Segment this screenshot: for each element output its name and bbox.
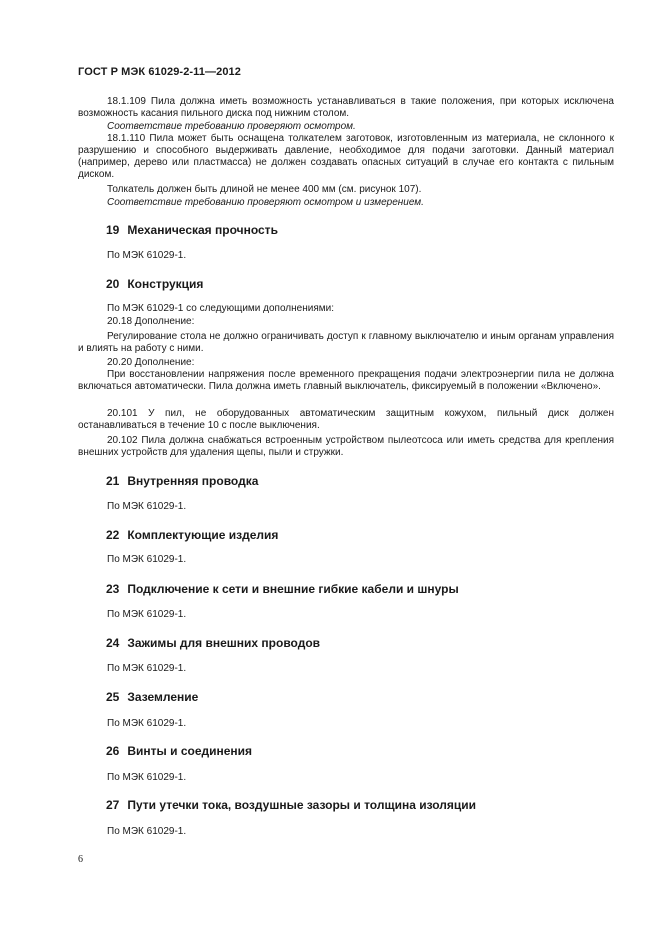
section-title: Заземление xyxy=(127,690,199,704)
section-heading-26 xyxy=(106,744,252,758)
clause-20-18-text: Регулирование стола не должно ограничивать доступ к главному выключателю и иным органам управления и влиять на работу с ними. xyxy=(78,331,614,354)
section-number: 27 xyxy=(106,798,120,812)
section-heading-22 xyxy=(106,528,278,542)
section-title: Внутренняя проводка xyxy=(127,474,259,488)
clause-20-102: 20.102 Пила должна снабжаться встроенным устройством пылеотсоса или иметь средства для крепления внешних устройств для удаления щепы, пыли и стружки. xyxy=(78,435,614,458)
clause-18-1-110: 18.1.110 Пила может быть оснащена толкателем заготовок, изготовленным из материала, не склонного к разрушению и способного выдерживать давление, необходимое для подачи заготовки. Данный материал (например, дерево или пластмасса) не должен создавать опасных ситуаций в случае его контакта с пильным диском. xyxy=(78,133,614,180)
clause-20-101: 20.101 У пил, не оборудованных автоматическим защитным кожухом, пильный диск должен останавливаться в течение 10 с после выключения. xyxy=(78,408,614,431)
section-heading-27 xyxy=(106,798,476,812)
standard-header: ГОСТ Р МЭК 61029-2-11—2012 xyxy=(78,66,241,78)
reference-text: По МЭК 61029-1. xyxy=(107,501,187,512)
section-heading-21 xyxy=(106,474,258,488)
reference-text: По МЭК 61029-1. xyxy=(107,826,187,837)
reference-text: По МЭК 61029-1. xyxy=(107,772,187,783)
section-title: Конструкция xyxy=(127,277,204,291)
clause-18-1-109: 18.1.109 Пила должна иметь возможность устанавливаться в такие положения, при которых исключена возможность касания пильного диска под нижним столом. xyxy=(78,96,614,119)
section-title: Подключение к сети и внешние гибкие кабели и шнуры xyxy=(127,582,459,596)
section-number: 23 xyxy=(106,582,120,596)
section-heading-23 xyxy=(106,582,459,596)
reference-text: По МЭК 61029-1 со следующими дополнениями: xyxy=(107,303,334,314)
section-title: Винты и соединения xyxy=(127,744,253,758)
section-title: Зажимы для внешних проводов xyxy=(127,636,321,650)
reference-text: По МЭК 61029-1. xyxy=(107,250,187,261)
section-heading-25 xyxy=(106,690,198,704)
reference-text: По МЭК 61029-1. xyxy=(107,609,187,620)
reference-text: По МЭК 61029-1. xyxy=(107,718,187,729)
reference-text: По МЭК 61029-1. xyxy=(107,554,187,565)
section-heading-19 xyxy=(106,223,278,237)
pusher-length-note: Толкатель должен быть длиной не менее 400 мм (см. рисунок 107). xyxy=(107,184,422,195)
section-title: Механическая прочность xyxy=(127,223,278,237)
section-number: 20 xyxy=(106,277,120,291)
section-number: 26 xyxy=(106,744,120,758)
section-number: 25 xyxy=(106,690,120,704)
compliance-note: Соответствие требованию проверяют осмотром и измерением. xyxy=(107,197,424,208)
section-heading-24 xyxy=(106,636,320,650)
section-heading-20 xyxy=(106,277,203,291)
clause-20-18: 20.18 Дополнение: xyxy=(107,316,195,327)
section-number: 22 xyxy=(106,528,120,542)
section-number: 21 xyxy=(106,474,120,488)
compliance-note: Соответствие требованию проверяют осмотром. xyxy=(107,121,356,132)
clause-20-20: 20.20 Дополнение: xyxy=(107,357,195,368)
page-number: 6 xyxy=(78,854,83,865)
section-number: 24 xyxy=(106,636,120,650)
reference-text: По МЭК 61029-1. xyxy=(107,663,187,674)
clause-20-20-text: При восстановлении напряжения после временного прекращения подачи электроэнергии пила не должна включаться автоматически. Пила должна иметь главный выключатель, фиксируемый в положении «Включено». xyxy=(78,369,614,392)
section-title: Комплектующие изделия xyxy=(127,528,279,542)
section-title: Пути утечки тока, воздушные зазоры и толщина изоляции xyxy=(127,798,477,812)
section-number: 19 xyxy=(106,223,120,237)
